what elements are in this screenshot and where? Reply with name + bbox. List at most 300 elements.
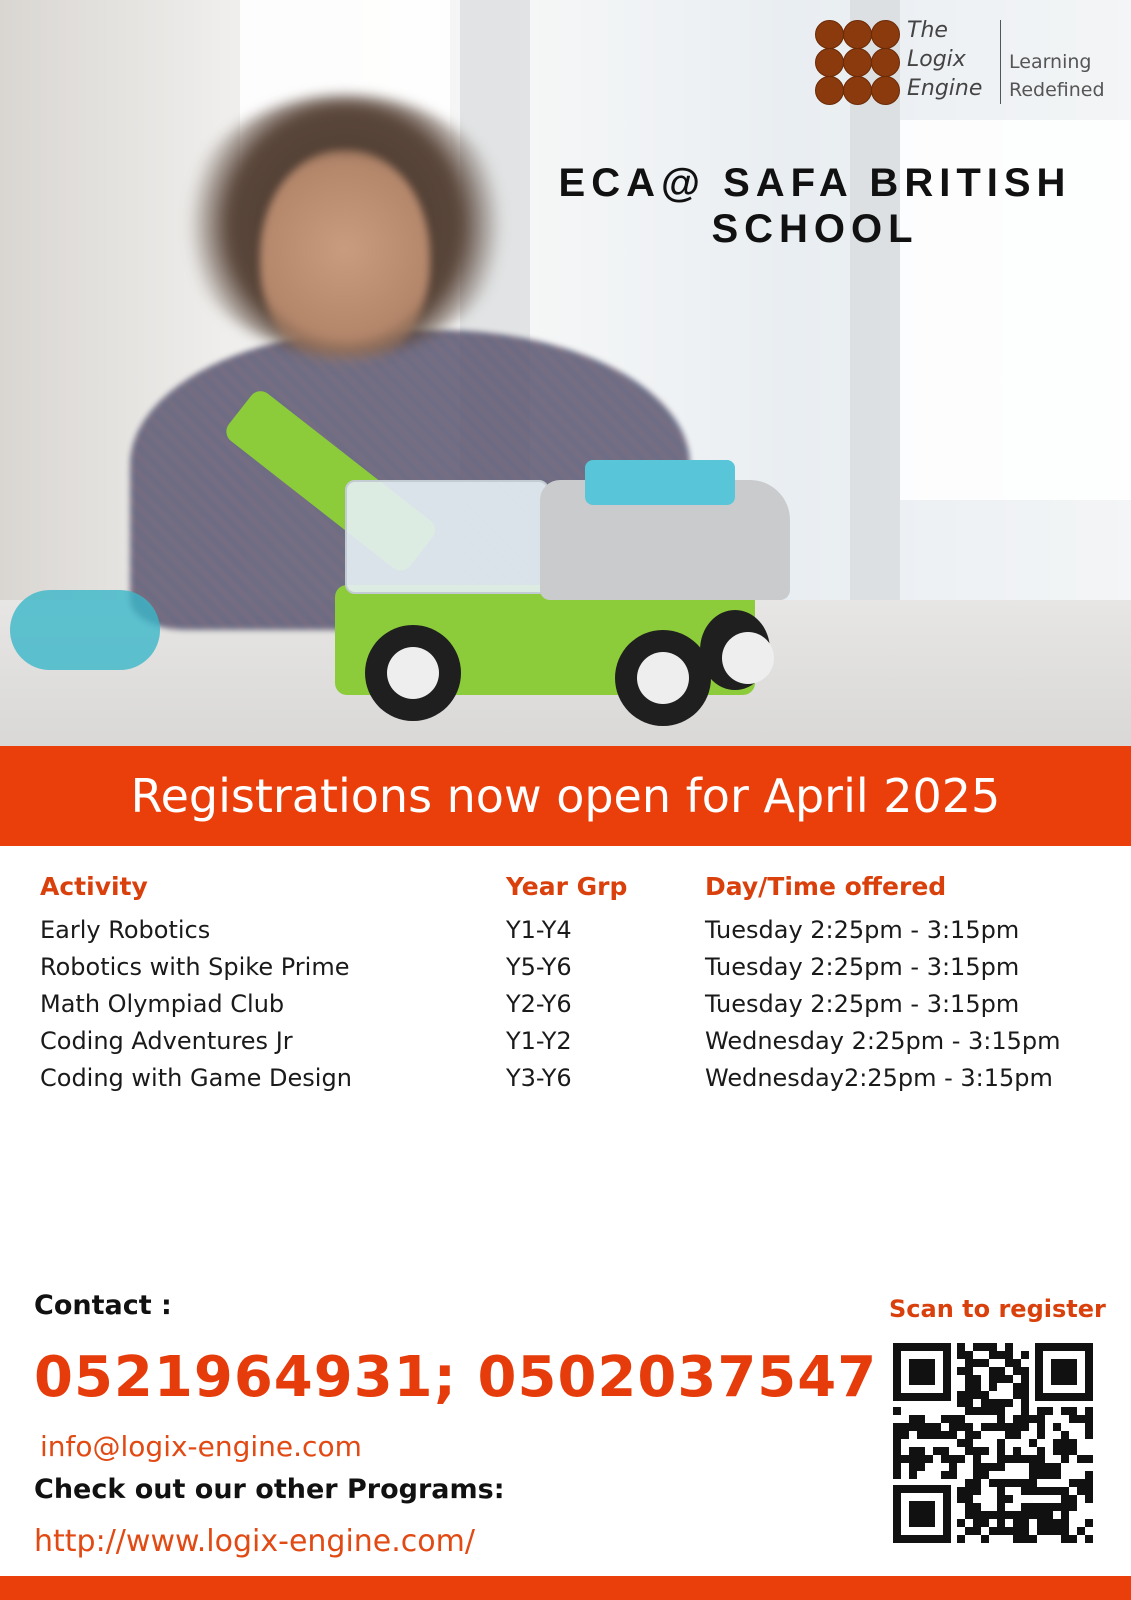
qr-module [909,1447,917,1455]
qr-module [1021,1479,1029,1487]
qr-module [1029,1463,1037,1471]
qr-module [965,1511,973,1519]
qr-module [1037,1487,1045,1495]
qr-module [973,1455,981,1463]
qr-module [1069,1479,1077,1487]
qr-module [1021,1367,1029,1375]
qr-module [1053,1463,1061,1471]
qr-module [1085,1455,1093,1463]
qr-module [1037,1463,1045,1471]
qr-module [1013,1415,1021,1423]
qr-module [965,1503,973,1511]
qr-module [989,1527,997,1535]
qr-module [1029,1415,1037,1423]
qr-module [1021,1487,1029,1495]
logo-wordmark [907,16,982,103]
qr-module [1029,1479,1037,1487]
qr-module [957,1343,965,1351]
qr-module [957,1495,965,1503]
qr-module [941,1415,949,1423]
qr-module [933,1431,941,1439]
qr-module [997,1455,1005,1463]
qr-module [941,1447,949,1455]
qr-module [893,1431,901,1439]
qr-module [1037,1519,1045,1527]
qr-module [981,1399,989,1407]
qr-module [965,1431,973,1439]
qr-module [989,1463,997,1471]
qr-module [1013,1527,1021,1535]
qr-module [1061,1535,1069,1543]
qr-module [973,1511,981,1519]
qr-finder-pattern [893,1485,951,1543]
qr-module [965,1399,973,1407]
qr-module [893,1407,901,1415]
qr-module [1021,1415,1029,1423]
qr-module [965,1447,973,1455]
qr-module [941,1455,949,1463]
qr-module [1029,1439,1037,1447]
qr-module [973,1519,981,1527]
qr-module [1045,1527,1053,1535]
qr-module [973,1383,981,1391]
qr-module [981,1343,989,1351]
qr-module [1061,1431,1069,1439]
qr-module [1085,1495,1093,1503]
qr-module [997,1367,1005,1375]
qr-module [1005,1423,1013,1431]
qr-module [1021,1423,1029,1431]
qr-module [1085,1471,1093,1479]
qr-module [997,1415,1005,1423]
qr-module [893,1471,901,1479]
qr-module [1085,1407,1093,1415]
qr-module [1005,1351,1013,1359]
qr-module [973,1527,981,1535]
qr-module [949,1431,957,1439]
qr-module [893,1463,901,1471]
qr-module [893,1439,901,1447]
qr-module [1061,1495,1069,1503]
qr-module [973,1375,981,1383]
qr-module [893,1455,901,1463]
qr-module [965,1439,973,1447]
qr-code-icon[interactable] [893,1343,1093,1543]
qr-module [1077,1479,1085,1487]
child-face [260,150,430,370]
qr-module [909,1455,917,1463]
qr-module [989,1399,997,1407]
qr-module [1005,1479,1013,1487]
qr-module [901,1455,909,1463]
qr-module [1021,1375,1029,1383]
qr-module [1077,1487,1085,1495]
logo-line: Engine [907,76,983,101]
qr-module [1021,1383,1029,1391]
logo-tagline [1009,48,1105,104]
qr-module [973,1343,981,1351]
qr-module [1021,1351,1029,1359]
qr-module [1045,1511,1053,1519]
qr-module [1005,1527,1013,1535]
qr-module [1037,1423,1045,1431]
qr-module [909,1471,917,1479]
qr-module [901,1431,909,1439]
qr-module [989,1343,997,1351]
table-header-row [40,872,1100,916]
qr-module [965,1527,973,1535]
qr-module [1013,1383,1021,1391]
qr-module [1061,1527,1069,1535]
activity-schedule-table [40,872,1100,1101]
phone-numbers[interactable]: 0521964931; 0502037547 [34,1345,878,1410]
year-group: Y1-Y2 [506,1027,572,1055]
qr-module [1029,1455,1037,1463]
qr-module [957,1423,965,1431]
footer-accent-bar [0,1576,1131,1600]
qr-module [957,1367,965,1375]
qr-module [989,1511,997,1519]
qr-module [925,1455,933,1463]
qr-module [893,1447,901,1455]
qr-module [989,1407,997,1415]
qr-module [1045,1471,1053,1479]
qr-module [901,1423,909,1431]
qr-module [1069,1407,1077,1415]
qr-module [965,1487,973,1495]
qr-module [1085,1479,1093,1487]
qr-module [997,1375,1005,1383]
robot-cab [585,460,735,505]
website-link[interactable]: http://www.logix-engine.com/ [34,1524,475,1559]
qr-module [1069,1447,1077,1455]
qr-module [1021,1503,1029,1511]
qr-module [957,1535,965,1543]
qr-module [1061,1447,1069,1455]
qr-module [1077,1527,1085,1535]
registration-banner: Registrations now open for April 2025 [0,746,1131,846]
qr-module [957,1399,965,1407]
qr-module [973,1503,981,1511]
logo-line: Logix [907,47,966,72]
qr-module [965,1479,973,1487]
qr-module [981,1391,989,1399]
qr-module [1013,1431,1021,1439]
qr-module [997,1423,1005,1431]
activity-name: Coding Adventures Jr [40,1027,293,1055]
qr-module [941,1471,949,1479]
qr-module [997,1439,1005,1447]
qr-module [965,1367,973,1375]
qr-module [1021,1519,1029,1527]
qr-module [1069,1495,1077,1503]
day-time: Tuesday 2:25pm - 3:15pm [705,916,1020,944]
year-group: Y3-Y6 [506,1064,572,1092]
qr-module [1021,1399,1029,1407]
qr-module [1069,1503,1077,1511]
robot-wheel [365,625,461,721]
qr-module [1085,1487,1093,1495]
qr-module [973,1479,981,1487]
qr-module [1013,1359,1021,1367]
qr-module [1021,1527,1029,1535]
email-link[interactable]: info@logix-engine.com [40,1430,362,1463]
qr-module [925,1431,933,1439]
qr-module [997,1399,1005,1407]
qr-module [981,1359,989,1367]
qr-module [941,1431,949,1439]
qr-module [1013,1535,1021,1543]
qr-module [1013,1455,1021,1463]
qr-module [1005,1495,1013,1503]
qr-module [965,1423,973,1431]
qr-module [1085,1519,1093,1527]
logo-dots-icon [815,18,905,106]
qr-module [1053,1471,1061,1479]
qr-module [1053,1423,1061,1431]
qr-module [965,1495,973,1503]
qr-module [917,1415,925,1423]
activity-name: Math Olympiad Club [40,990,285,1018]
table-row [40,1027,1100,1064]
qr-module [989,1367,997,1375]
qr-module [1029,1535,1037,1543]
qr-module [997,1511,1005,1519]
qr-module [1061,1519,1069,1527]
logo-tag-line: Redefined [1009,79,1105,101]
qr-module [997,1519,1005,1527]
qr-module [1013,1511,1021,1519]
qr-module [989,1479,997,1487]
qr-module [1085,1423,1093,1431]
qr-module [965,1407,973,1415]
year-group: Y2-Y6 [506,990,572,1018]
qr-module [1045,1519,1053,1527]
qr-module [1045,1463,1053,1471]
qr-module [1013,1423,1021,1431]
qr-module [909,1463,917,1471]
qr-module [957,1439,965,1447]
qr-module [997,1447,1005,1455]
qr-module [1061,1407,1069,1415]
column-header-year-group: Year Grp [506,872,628,901]
qr-module [1085,1415,1093,1423]
qr-module [957,1519,965,1527]
qr-module [965,1359,973,1367]
qr-module [1021,1407,1029,1415]
qr-module [917,1463,925,1471]
qr-module [973,1431,981,1439]
school-title-line: SCHOOL [711,207,919,251]
qr-module [1045,1487,1053,1495]
table-row [40,990,1100,1027]
qr-module [957,1351,965,1359]
qr-module [1037,1511,1045,1519]
table-row [40,953,1100,990]
qr-module [933,1447,941,1455]
qr-module [1021,1535,1029,1543]
qr-module [957,1487,965,1495]
school-title [540,160,1090,252]
qr-module [1061,1511,1069,1519]
qr-module [1077,1415,1085,1423]
robot-wheel [615,630,711,726]
qr-module [1037,1415,1045,1423]
qr-module [997,1351,1005,1359]
qr-module [973,1447,981,1455]
qr-module [1053,1519,1061,1527]
qr-module [1061,1439,1069,1447]
qr-module [1029,1511,1037,1519]
qr-module [1005,1399,1013,1407]
table-row [40,1064,1100,1101]
robot-wheel [700,610,770,690]
qr-module [949,1463,957,1471]
qr-module [1061,1487,1069,1495]
qr-module [1077,1455,1085,1463]
qr-module [997,1487,1005,1495]
qr-module [1085,1431,1093,1439]
day-time: Tuesday 2:25pm - 3:15pm [705,953,1020,981]
qr-module [925,1423,933,1431]
qr-module [997,1479,1005,1487]
qr-module [1061,1455,1069,1463]
qr-module [989,1423,997,1431]
logix-engine-logo [815,18,1115,108]
robot-motor-housing [345,480,549,594]
qr-module [1029,1503,1037,1511]
logo-line: The [907,18,948,43]
qr-finder-pattern [893,1343,951,1401]
qr-module [917,1431,925,1439]
qr-module [1021,1391,1029,1399]
qr-module [981,1471,989,1479]
qr-module [965,1351,973,1359]
activity-name: Coding with Game Design [40,1064,352,1092]
qr-module [957,1415,965,1423]
qr-module [1037,1407,1045,1415]
other-programs-label: Check out our other Programs: [34,1474,505,1505]
day-time: Tuesday 2:25pm - 3:15pm [705,990,1020,1018]
qr-module [997,1407,1005,1415]
qr-module [917,1423,925,1431]
day-time: Wednesday2:25pm - 3:15pm [705,1064,1053,1092]
qr-module [1085,1535,1093,1543]
qr-module [1005,1455,1013,1463]
qr-module [1013,1447,1021,1455]
qr-module [949,1415,957,1423]
qr-module [1005,1511,1013,1519]
qr-module [1069,1439,1077,1447]
qr-module [933,1423,941,1431]
qr-module [1013,1519,1021,1527]
qr-module [989,1351,997,1359]
logo-tag-line: Learning [1009,51,1092,73]
qr-module [1053,1439,1061,1447]
qr-module [1021,1511,1029,1519]
qr-module [949,1471,957,1479]
table-row [40,916,1100,953]
qr-module [1005,1375,1013,1383]
qr-module [981,1407,989,1415]
qr-module [981,1423,989,1431]
qr-module [893,1423,901,1431]
qr-module [1013,1367,1021,1375]
qr-finder-pattern [1035,1343,1093,1401]
activity-name: Robotics with Spike Prime [40,953,350,981]
blue-toy [10,590,160,670]
school-title-line: ECA@ SAFA BRITISH [558,161,1072,205]
qr-module [1069,1415,1077,1423]
qr-module [917,1447,925,1455]
qr-module [965,1391,973,1399]
qr-module [965,1383,973,1391]
hero-photo [0,0,1131,746]
qr-module [997,1463,1005,1471]
qr-module [973,1471,981,1479]
column-header-activity: Activity [40,872,148,901]
qr-module [1053,1527,1061,1535]
qr-module [973,1487,981,1495]
qr-module [1045,1407,1053,1415]
qr-module [1037,1455,1045,1463]
qr-module [1037,1503,1045,1511]
qr-module [1037,1527,1045,1535]
qr-module [965,1375,973,1383]
contact-label: Contact : [34,1290,172,1321]
qr-module [1037,1447,1045,1455]
qr-module [957,1455,965,1463]
qr-module [1013,1479,1021,1487]
qr-module [981,1463,989,1471]
day-time: Wednesday 2:25pm - 3:15pm [705,1027,1061,1055]
qr-module [949,1423,957,1431]
qr-module [1037,1431,1045,1439]
qr-module [981,1535,989,1543]
qr-module [1005,1431,1013,1439]
qr-module [1053,1487,1061,1495]
qr-module [1069,1535,1077,1543]
qr-module [957,1391,965,1399]
qr-module [997,1495,1005,1503]
column-header-day-time: Day/Time offered [705,872,947,901]
qr-module [909,1423,917,1431]
qr-module [981,1447,989,1455]
activity-name: Early Robotics [40,916,211,944]
qr-module [1029,1471,1037,1479]
qr-module [1061,1503,1069,1511]
qr-module [1005,1343,1013,1351]
qr-module [1029,1487,1037,1495]
qr-module [973,1359,981,1367]
qr-module [917,1455,925,1463]
qr-module [981,1511,989,1519]
qr-module [997,1503,1005,1511]
qr-module [973,1463,981,1471]
qr-module [997,1527,1005,1535]
qr-module [981,1519,989,1527]
qr-module [973,1407,981,1415]
qr-module [1037,1471,1045,1479]
scan-to-register-label: Scan to register [889,1295,1106,1323]
qr-module [1053,1447,1061,1455]
year-group: Y5-Y6 [506,953,572,981]
qr-module [989,1383,997,1391]
qr-module [1045,1503,1053,1511]
qr-module [1005,1359,1013,1367]
qr-module [1021,1455,1029,1463]
qr-module [989,1375,997,1383]
